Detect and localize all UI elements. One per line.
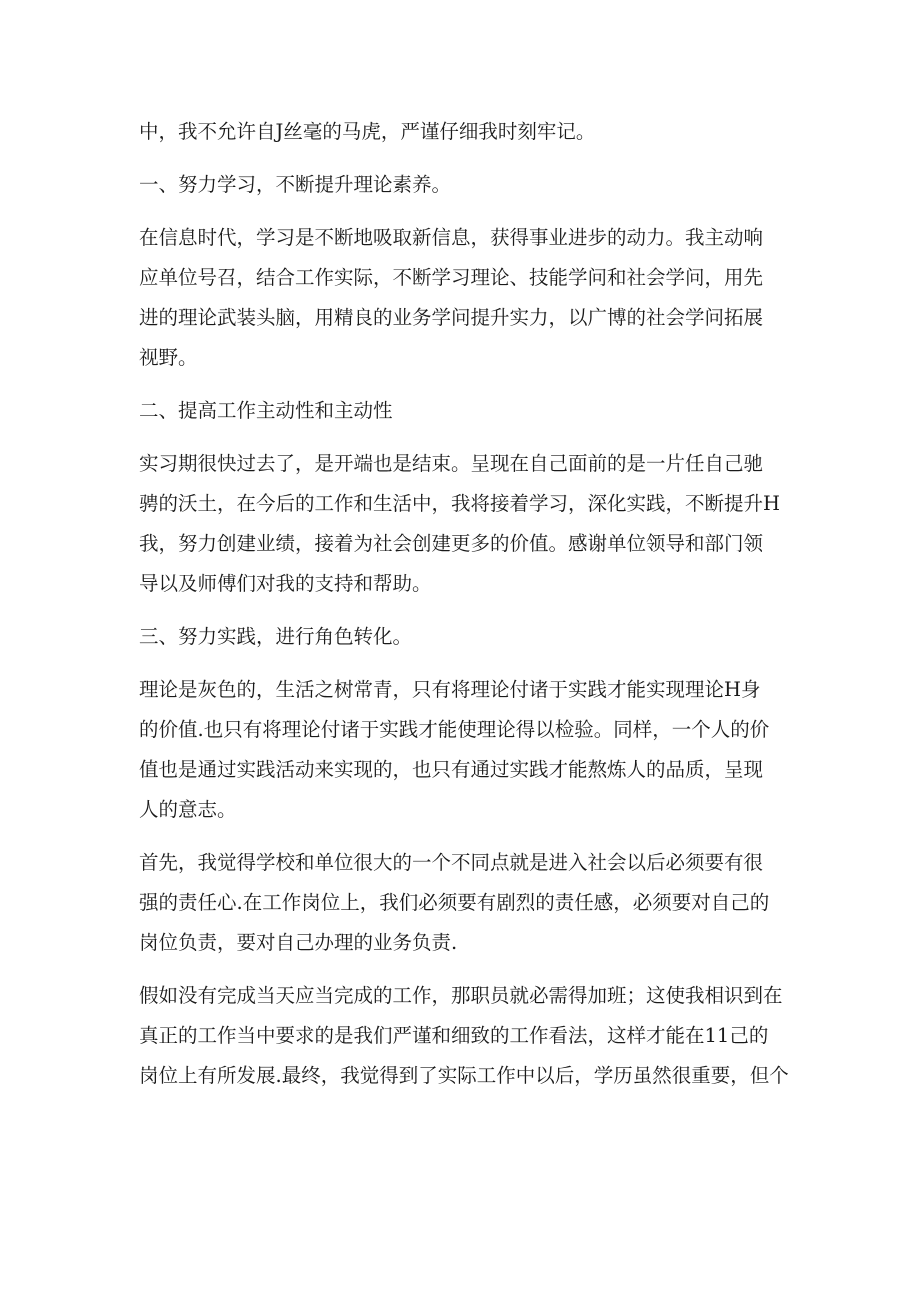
text-line: 实习期很快过去了，是开端也是结束。呈现在自己面前的是一片任自己驰	[139, 452, 764, 475]
text-line: 三、努力实践，进行角色转化。	[139, 625, 413, 648]
paragraph-internship	[139, 444, 799, 604]
heading-2	[139, 391, 799, 431]
text-line: 岗位上有所发展.最终，我觉得到了实际工作中以后，学历虽然很重要，但个	[139, 1064, 789, 1087]
text-line: 岗位负责，要对自己办理的业务负责.	[139, 931, 458, 954]
text-line: 骋的沃土，在今后的工作和生活中，我将接着学习，深化实践，不断提升H	[139, 492, 781, 515]
paragraph-responsibility	[139, 843, 799, 963]
text-line: 导以及师傅们对我的支持和帮助。	[139, 572, 432, 595]
heading-3	[139, 617, 799, 657]
text-line: 理论是灰色的，生活之树常青，只有将理论付诸于实践才能实现理论H身	[139, 678, 761, 701]
text-line: 的价值.也只有将理论付诸于实践才能使理论得以检验。同样，一个人的价	[139, 718, 770, 741]
text-line: 人的意志。	[139, 798, 237, 821]
text-line: 首先，我觉得学校和单位很大的一个不同点就是进入社会以后必须要有很	[139, 851, 764, 874]
text-line: 一、努力学习，不断提升理论素养。	[139, 173, 452, 196]
text-line: 进的理论武装头脑，用精良的业务学问提升实力，以广博的社会学问拓展	[139, 306, 764, 329]
text-line: 在信息时代，学习是不断地吸取新信息，获得事业进步的动力。我主动响	[139, 226, 764, 249]
paragraph-intro-fragment	[139, 112, 799, 152]
document-body	[139, 112, 799, 1096]
text-line: 强的责任心.在工作岗位上，我们必须要有剧烈的责任感，必须要对自己的	[139, 891, 770, 914]
text-line: 值也是通过实践活动来实现的，也只有通过实践才能熬炼人的品质，呈现	[139, 758, 764, 781]
text-line: 假如没有完成当天应当完成的工作，那职员就必需得加班；这使我相识到在	[139, 984, 783, 1007]
paragraph-theory	[139, 670, 799, 830]
paragraph-learning	[139, 218, 799, 378]
text-line: 二、提高工作主动性和主动性	[139, 399, 393, 422]
text-line: 视野。	[139, 346, 198, 369]
text-line: 真正的工作当中要求的是我们严谨和细致的工作看法，这样才能在11己的	[139, 1024, 769, 1047]
text-line: 我，努力创建业绩，接着为社会创建更多的价值。感谢单位领导和部门领	[139, 532, 764, 555]
paragraph-overtime	[139, 976, 799, 1096]
heading-1	[139, 165, 799, 205]
text-line: 应单位号召，结合工作实际，不断学习理论、技能学问和社会学问，用先	[139, 266, 764, 289]
text-line: 中，我不允许自J丝毫的马虎，严谨仔细我时刻牢记。	[139, 120, 596, 143]
